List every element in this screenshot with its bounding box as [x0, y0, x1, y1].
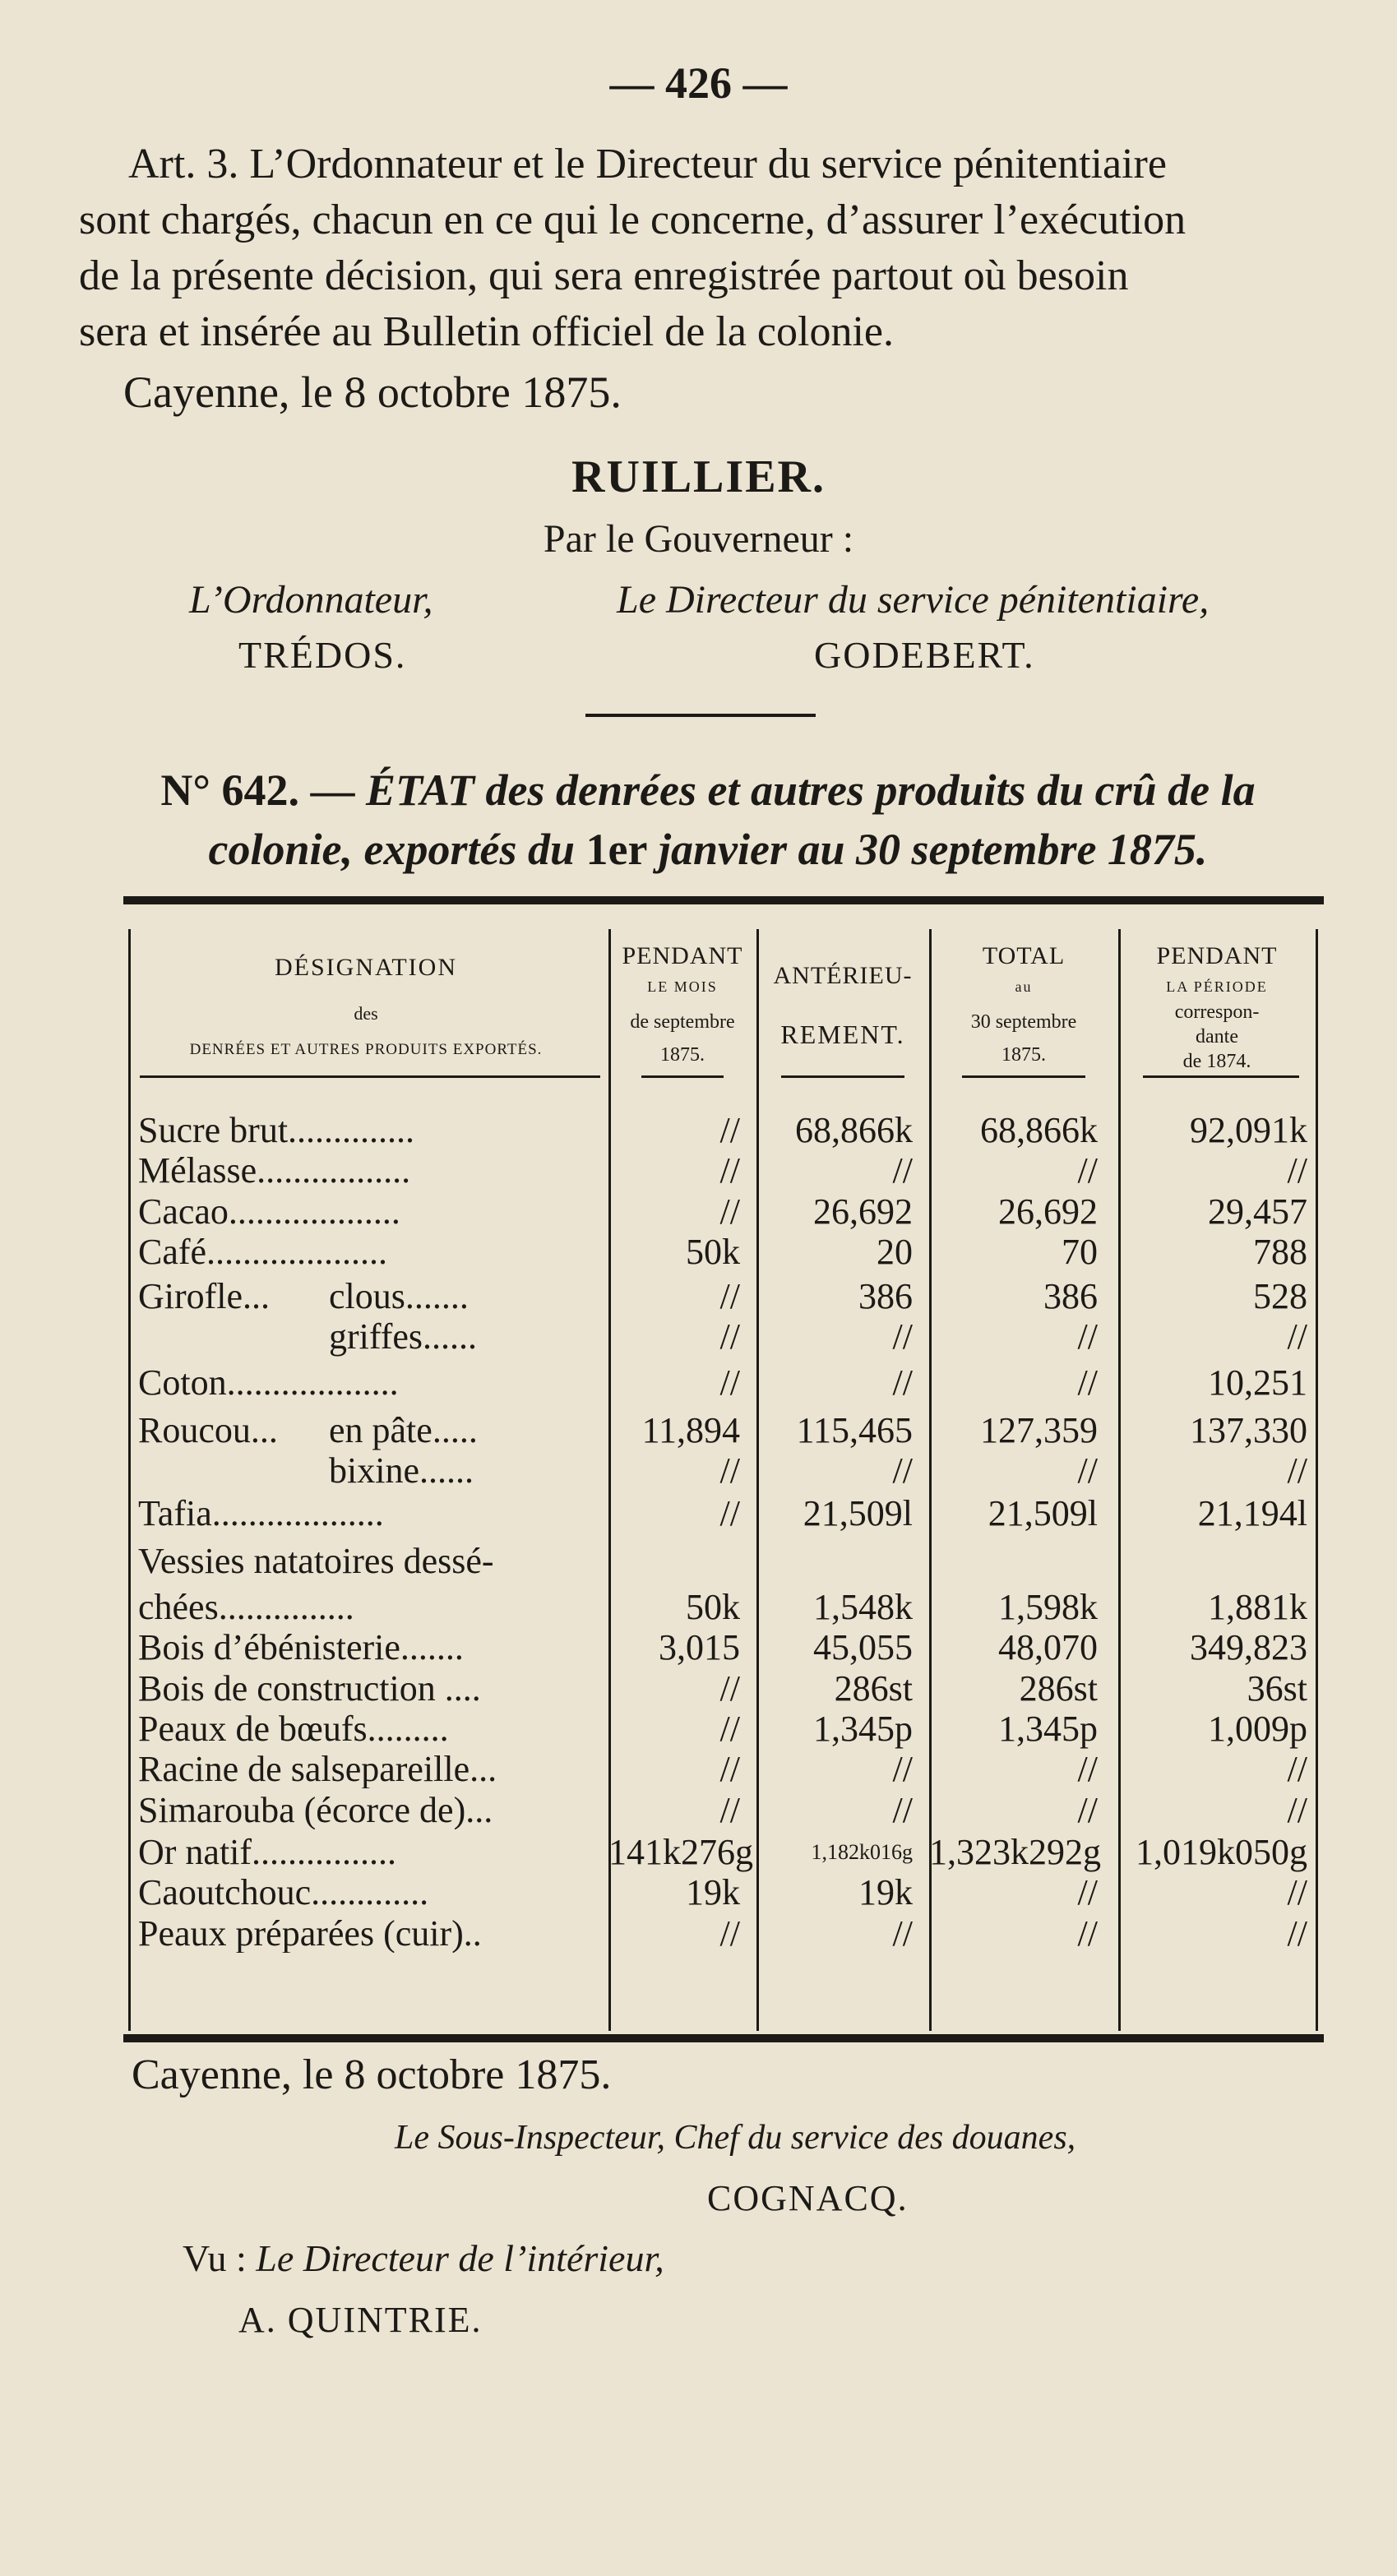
cell-c4: // — [1287, 1749, 1307, 1790]
header-designation-title: DÉSIGNATION — [275, 954, 457, 981]
directeur-name: GODEBERT. — [814, 634, 1035, 676]
par-le-gouverneur: Par le Gouverneur : — [543, 517, 854, 561]
cell-c2: 19k — [858, 1872, 913, 1913]
header-text: 1875. — [1001, 1044, 1046, 1066]
header-text: TOTAL — [982, 942, 1066, 969]
row-label: Coton................... — [138, 1363, 399, 1402]
row-label: Peaux préparées (cuir).. — [138, 1914, 482, 1953]
row-label: Peaux de bœufs......... — [138, 1710, 449, 1748]
table-bottom-rule — [123, 2034, 1324, 2042]
cell-c4: 10,251 — [1208, 1362, 1307, 1403]
header-rule — [641, 1075, 724, 1078]
cell-c4: // — [1287, 1789, 1307, 1830]
cell-c1: 50k — [686, 1587, 740, 1628]
cell-c1: // — [719, 1749, 740, 1790]
cell-c4: 1,881k — [1208, 1587, 1307, 1628]
cell-c4: 349,823 — [1190, 1627, 1307, 1668]
cell-c3: 48,070 — [998, 1627, 1098, 1668]
cell-c1: // — [719, 1110, 740, 1150]
header-text: ANTÉRIEU- — [773, 962, 913, 989]
cell-c1: 3,015 — [659, 1627, 740, 1668]
table-row — [123, 1667, 1324, 1709]
cell-c4: // — [1287, 1150, 1307, 1191]
row-sublabel: griffes...... — [329, 1316, 478, 1357]
table-row — [123, 1912, 1324, 1954]
cell-c1: // — [719, 1912, 740, 1954]
cell-c1: // — [719, 1362, 740, 1403]
row-label: Roucou... — [138, 1412, 278, 1450]
cell-c4: // — [1287, 1450, 1307, 1491]
etat-title-rest: des denrées et autres produits du crû de la — [485, 765, 1256, 815]
cell-c1: 11,894 — [641, 1410, 740, 1451]
cell-c1: // — [719, 1450, 740, 1491]
etat-title-part: colonie, exportés du — [208, 825, 576, 874]
cell-c1: // — [719, 1709, 740, 1749]
cell-c4: // — [1287, 1872, 1307, 1913]
header-rule — [781, 1075, 904, 1078]
cell-c1: // — [719, 1275, 740, 1316]
cell-c3: 1,323k292g — [929, 1832, 1101, 1873]
table-row — [123, 1789, 1324, 1830]
cell-c3: 127,359 — [980, 1410, 1098, 1451]
cell-c4: 92,091k — [1190, 1110, 1307, 1150]
exports-table — [123, 896, 1324, 2042]
cell-c2: 20 — [877, 1231, 913, 1272]
ordonnateur-name: TRÉDOS. — [238, 634, 407, 676]
etat-title-line-2 — [79, 824, 1337, 875]
cell-c2: 21,509l — [803, 1492, 913, 1533]
cell-c2: 1,548k — [813, 1587, 913, 1628]
table-row — [123, 1233, 1324, 1271]
header-rule — [140, 1075, 600, 1078]
row-label: Bois de construction .... — [138, 1669, 481, 1708]
cell-c3: 1,345p — [998, 1709, 1098, 1749]
cell-c2: 115,465 — [796, 1410, 913, 1451]
table-row — [123, 1112, 1324, 1149]
cell-c3: 286st — [1019, 1667, 1098, 1709]
cell-c2: // — [892, 1362, 913, 1403]
place-date: Cayenne, le 8 octobre 1875. — [123, 368, 622, 417]
cell-c3: 386 — [1043, 1275, 1098, 1316]
footer-vu — [183, 2236, 664, 2280]
cell-c2: // — [892, 1789, 913, 1830]
cell-c1: 50k — [686, 1231, 740, 1272]
cell-c4: 1,009p — [1208, 1709, 1307, 1749]
cell-c3: 1,598k — [998, 1587, 1098, 1628]
table-row — [123, 1275, 1324, 1316]
row-label: Caoutchouc............. — [138, 1874, 429, 1912]
table-row — [123, 1542, 1324, 1580]
directeur-title: Le Directeur du service pénitentiaire, — [617, 578, 1210, 622]
footer-title: Le Sous-Inspecteur, Chef du service des douanes, — [395, 2119, 1076, 2157]
table-row — [123, 1834, 1324, 1871]
footer-vu-name: A. QUINTRIE. — [238, 2300, 483, 2340]
cell-c2: // — [892, 1749, 913, 1790]
header-text: PENDANT — [622, 942, 743, 969]
cell-c2: // — [892, 1316, 913, 1357]
cell-c4: // — [1287, 1912, 1307, 1954]
vu-prefix: Vu : — [183, 2237, 247, 2279]
cell-c1: // — [719, 1150, 740, 1191]
row-label: Racine de salsepareille... — [138, 1750, 497, 1789]
cell-c3: // — [1077, 1912, 1098, 1954]
cell-c2: // — [892, 1150, 913, 1191]
cell-c3: 26,692 — [998, 1191, 1098, 1232]
header-des: des — [354, 1003, 378, 1024]
cell-c3: // — [1077, 1316, 1098, 1357]
footer-name: COGNACQ. — [707, 2178, 909, 2218]
header-denrees: DENRÉES ET AUTRES PRODUITS EXPORTÉS. — [189, 1041, 543, 1058]
ordonnateur-title: L’Ordonnateur, — [189, 578, 433, 622]
article-paragraph — [79, 136, 1321, 360]
cell-c1: 141k276g — [608, 1832, 753, 1873]
header-text: LA PÉRIODE — [1166, 978, 1268, 995]
cell-c2: 45,055 — [813, 1627, 913, 1668]
row-label: Tafia................... — [138, 1494, 384, 1533]
cell-c1: 19k — [686, 1872, 740, 1913]
header-text: 1875. — [660, 1044, 705, 1066]
header-text: PENDANT — [1156, 942, 1278, 969]
cell-c1: // — [719, 1316, 740, 1357]
cell-c2: 386 — [858, 1275, 913, 1316]
cell-c3: // — [1077, 1789, 1098, 1830]
cell-c3: 68,866k — [980, 1110, 1098, 1150]
table-row — [123, 1152, 1324, 1190]
table-row — [123, 1589, 1324, 1626]
table-row — [123, 1874, 1324, 1912]
row-label: Café.................... — [138, 1233, 388, 1271]
cell-c4: // — [1287, 1316, 1307, 1357]
table-top-rule — [123, 896, 1324, 904]
row-label: Simarouba (écorce de)... — [138, 1791, 493, 1829]
cell-c4: 1,019k050g — [1136, 1832, 1307, 1873]
vu-title: Le Directeur de l’intérieur, — [256, 2237, 664, 2279]
header-text: LE MOIS — [647, 978, 718, 995]
row-sublabel: clous....... — [329, 1275, 469, 1316]
cell-c4: 36st — [1247, 1667, 1307, 1709]
row-label: chées............... — [138, 1589, 354, 1627]
cell-c2: 286st — [834, 1667, 913, 1709]
row-label: Girofle... — [138, 1277, 271, 1316]
cell-c3: // — [1077, 1872, 1098, 1913]
cell-c4: 788 — [1253, 1231, 1307, 1272]
etat-title-part: janvier au 30 septembre 1875. — [658, 825, 1208, 874]
header-text: de 1874. — [1182, 1051, 1251, 1072]
cell-c3: // — [1077, 1362, 1098, 1403]
cell-c2: // — [892, 1450, 913, 1491]
header-rule — [962, 1075, 1085, 1078]
table-row — [123, 1364, 1324, 1402]
row-label: Mélasse................. — [138, 1152, 411, 1191]
header-text: au — [1015, 978, 1033, 995]
header-text: de septembre — [630, 1011, 735, 1033]
cell-c4: 29,457 — [1208, 1191, 1307, 1232]
table-row — [123, 1710, 1324, 1748]
cell-c2: // — [892, 1912, 913, 1954]
article-line: Art. 3. L’Ordonnateur et le Directeur du service pénitentiaire — [128, 141, 1167, 187]
row-sublabel: bixine...... — [329, 1450, 474, 1491]
table-row — [123, 1452, 1324, 1490]
table-row — [123, 1492, 1324, 1533]
cell-c2: 26,692 — [813, 1191, 913, 1232]
cell-c4: 21,194l — [1197, 1492, 1307, 1533]
cell-c1: // — [719, 1492, 740, 1533]
page-number: — 426 — — [609, 58, 788, 108]
cell-c3: // — [1077, 1150, 1098, 1191]
table-row — [123, 1412, 1324, 1450]
header-text: 30 septembre — [970, 1011, 1077, 1033]
row-label: Cacao................... — [138, 1192, 400, 1231]
section-divider — [585, 714, 816, 717]
cell-c3: 21,509l — [988, 1492, 1098, 1533]
cell-c4: 137,330 — [1190, 1410, 1307, 1451]
table-row — [123, 1318, 1324, 1356]
etat-number: N° 642. — — [160, 765, 355, 815]
article-line: sera et insérée au Bulletin officiel de la colonie. — [79, 308, 894, 355]
row-label: Sucre brut.............. — [138, 1112, 415, 1149]
cell-c1: // — [719, 1789, 740, 1830]
table-row — [123, 1629, 1324, 1667]
etat-title-line-1 — [79, 765, 1337, 816]
row-label: Or natif................ — [138, 1834, 397, 1872]
table-row — [123, 1193, 1324, 1231]
cell-c1: // — [719, 1191, 740, 1232]
cell-c3: // — [1077, 1749, 1098, 1790]
cell-c2: 68,866k — [795, 1110, 913, 1150]
header-rule — [1143, 1075, 1299, 1078]
footer-place-date: Cayenne, le 8 octobre 1875. — [132, 2051, 612, 2098]
cell-c1: // — [719, 1667, 740, 1709]
article-line: de la présente décision, qui sera enregistrée partout où besoin — [79, 252, 1129, 299]
table-row — [123, 1750, 1324, 1788]
row-label: Bois d’ébénisterie....... — [138, 1629, 464, 1667]
cell-c2: 1,182k016g — [811, 1840, 913, 1865]
cell-c2: 1,345p — [813, 1709, 913, 1749]
cell-c3: // — [1077, 1450, 1098, 1491]
header-text: REMENT. — [780, 1020, 905, 1049]
row-sublabel: en pâte..... — [329, 1410, 478, 1451]
header-text: correspon- — [1174, 1001, 1260, 1023]
etat-title-bold: ÉTAT — [366, 765, 475, 815]
article-line: sont chargés, chacun en ce qui le concerne, d’assurer l’exécution — [79, 197, 1187, 243]
cell-c3: 70 — [1062, 1231, 1098, 1272]
row-label: Vessies natatoires dessé- — [138, 1542, 494, 1581]
governor-signature: RUILLIER. — [571, 451, 826, 502]
cell-c4: 528 — [1253, 1275, 1307, 1316]
etat-title-part: 1er — [585, 825, 648, 874]
header-text: dante — [1196, 1026, 1238, 1048]
